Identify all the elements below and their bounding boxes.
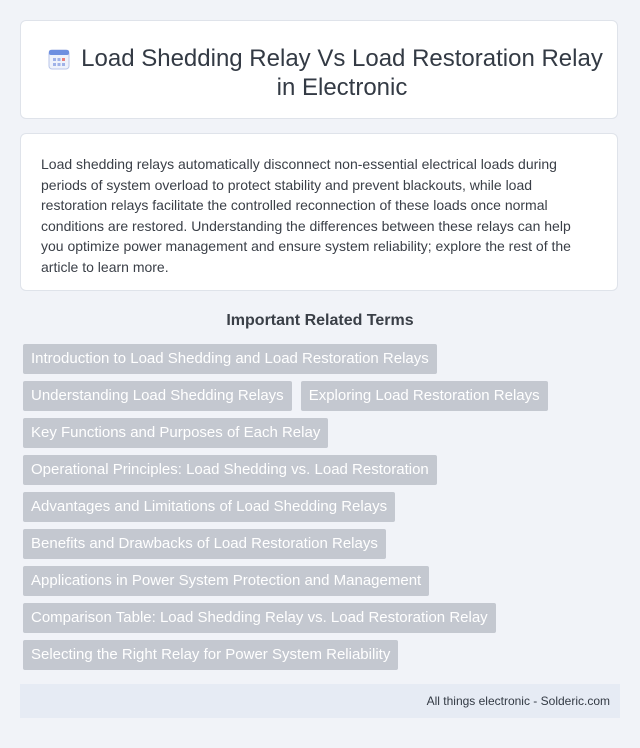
footer: [20, 684, 620, 718]
related-terms-heading: Important Related Terms: [226, 312, 414, 329]
related-term-link[interactable]: Exploring Load Restoration Relays: [301, 381, 548, 411]
related-term-link[interactable]: Applications in Power System Protection and Management: [23, 566, 429, 596]
related-term-link[interactable]: Benefits and Drawbacks of Load Restoration Relays: [23, 529, 386, 559]
related-terms-list: [23, 344, 603, 670]
related-term-link[interactable]: Advantages and Limitations of Load Shedding Relays: [23, 492, 395, 522]
related-term-link[interactable]: Comparison Table: Load Shedding Relay vs. Load Restoration Relay: [23, 603, 496, 633]
page-title: Load Shedding Relay Vs Load Restoration Relay in Electronic: [81, 45, 603, 101]
related-term-link[interactable]: Selecting the Right Relay for Power System Reliability: [23, 640, 398, 670]
intro-paragraph: Load shedding relays automatically disconnect non-essential electrical loads during periods of system overload to protect stability and prevent blackouts, while load restoration relays facilitate the controlled reconnection of these loads once normal conditions are restored. Understanding the differences between these relays can help you optimize power management and ensure system reliability; explore the rest of the article to learn more.: [41, 156, 571, 275]
related-term-link[interactable]: Understanding Load Shedding Relays: [23, 381, 292, 411]
related-term-link[interactable]: Operational Principles: Load Shedding vs. Load Restoration: [23, 455, 437, 485]
related-term-link[interactable]: Introduction to Load Shedding and Load Restoration Relays: [23, 344, 437, 374]
footer-text: All things electronic - Solderic.com: [426, 694, 610, 708]
title-card: [20, 20, 618, 119]
calendar-icon: [48, 48, 70, 70]
related-term-link[interactable]: Key Functions and Purposes of Each Relay: [23, 418, 328, 448]
intro-card: [20, 133, 618, 291]
